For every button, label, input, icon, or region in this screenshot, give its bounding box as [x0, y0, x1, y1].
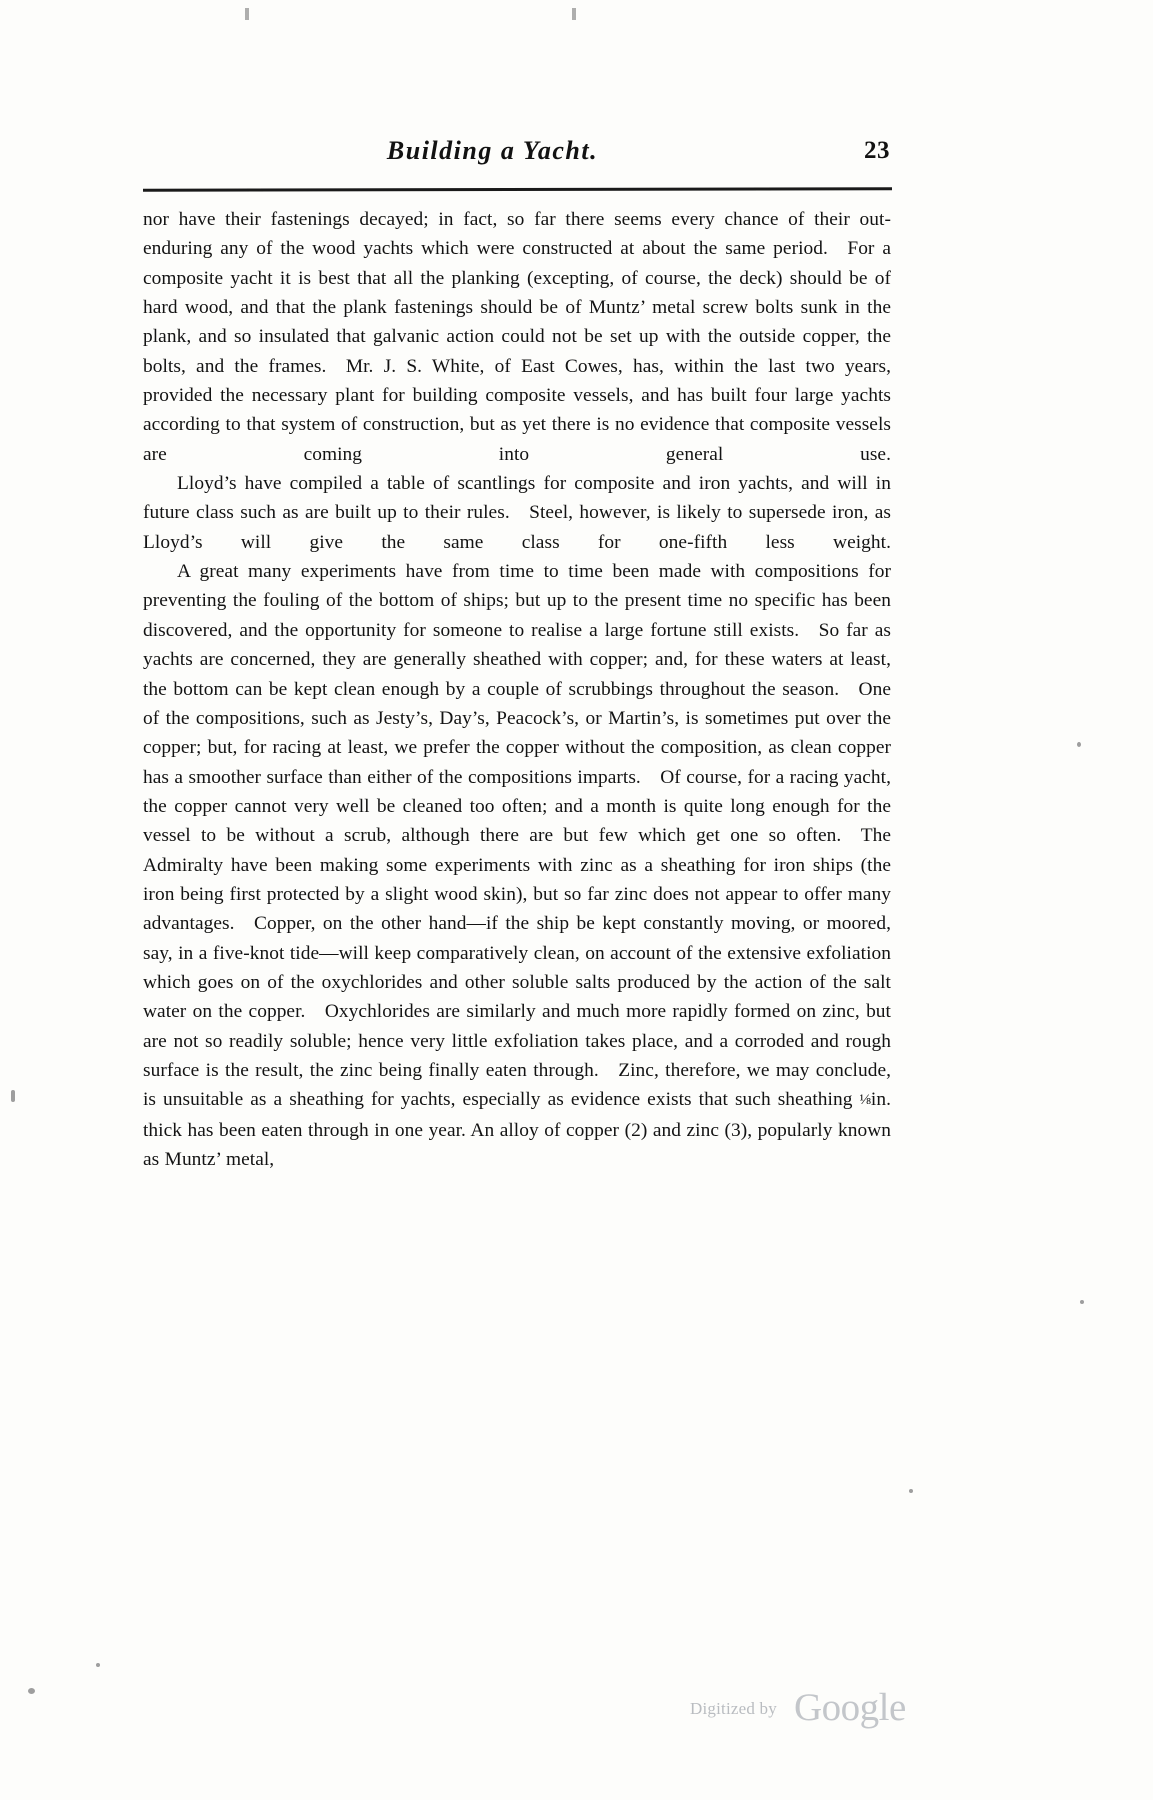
scan-speck-right-bottom	[909, 1489, 913, 1493]
scan-speck-top-left	[245, 8, 249, 20]
paragraph-3-main: A great many experiments have from time to time been made with compositions for preventing the fouling of the bottom of ships; but up to the present time no specific has been discovered, and the opportunity for someone to realise a large fortune still exists. So far as yachts are concerned, they are generally sheathed with copper; and, for these waters at least, the bottom can be kept clean enough by a couple of scrubbings throughout the season. One of the compositions, such as Jesty’s, Day’s, Peacock’s, or Martin’s, is sometimes put over the copper; but, for racing at least, we prefer the copper without the composition, as clean copper has a smoother surface than either of the compositions imparts. Of course, for a racing yacht, the copper cannot very well be cleaned too often; and a month is quite long enough for the vessel to be without a scrub, although there are but few which get one so often. The Admiralty have been making some experiments with zinc as a sheathing for iron ships (the iron being first protected by a slight wood skin), but so far zinc does not appear to offer many advantages. Copper, on the other hand—if the ship be kept constantly moving, or moored, say, in a five-knot tide—will keep comparatively clean, on account of the extensive exfoliation which goes on of the oxychlorides and other soluble salts produced by the action of the salt water on the copper. Oxychlorides are similarly and much more rapidly formed on zinc, but are not so readily soluble; hence very little exfoliation takes place, and a corroded and rough surface is the result, the zinc being finally eaten through. Zinc, therefore, we may conclude, is unsuitable as a sheathing for yachts, especially as evidence exists that such sheathing	[143, 561, 891, 1111]
page-title: Building a Yacht.	[386, 136, 599, 165]
scan-speck-right-upper	[1077, 742, 1081, 747]
header-rule	[143, 187, 892, 192]
scan-speck-bottom-mid	[96, 1663, 100, 1667]
scan-speck-bottom-left	[28, 1688, 35, 1694]
fraction-one-eighth: ⅛	[859, 1092, 871, 1109]
scan-speck-top-right	[572, 8, 576, 20]
watermark-brand: Google	[794, 1686, 906, 1729]
scan-speck-left-middle	[11, 1090, 15, 1102]
body-text-column	[143, 205, 891, 1174]
scan-speck-right-lower	[1080, 1300, 1084, 1304]
watermark-digitized-label: Digitized by	[690, 1699, 777, 1718]
paragraph-3	[143, 557, 891, 1174]
paragraph-1: nor have their fastenings decayed; in fact, so far there seems every chance of their out-enduring any of the wood yachts which were constructed at about the same period. For a composite yacht it is best that all the planking (excepting, of course, the deck) should be of hard wood, and that the plank fastenings should be of Muntz’ metal screw bolts sunk in the plank, and so insulated that galvanic action could not be set up with the outside copper, the bolts, and the frames. Mr. J. S. White, of East Cowes, has, within the last two years, provided the necessary plant for building composite vessels, and has built four large yachts according to that system of construction, but as yet there is no evidence that composite vessels are coming into general use.	[143, 209, 891, 465]
page-number: 23	[864, 137, 890, 164]
paragraph-2: Lloyd’s have compiled a table of scantlings for composite and iron yachts, and will in future class such as are built up to their rules. Steel, however, is likely to supersede iron, as Lloyd’s will give the same class for one-fifth less weight.	[143, 473, 891, 553]
running-head	[143, 136, 890, 176]
google-watermark	[690, 1685, 920, 1731]
paragraph-3-tail: in. thick has been eaten through in one year. An alloy of copper (2) and zinc (3), popularly known as Muntz’ metal,	[143, 1089, 891, 1171]
